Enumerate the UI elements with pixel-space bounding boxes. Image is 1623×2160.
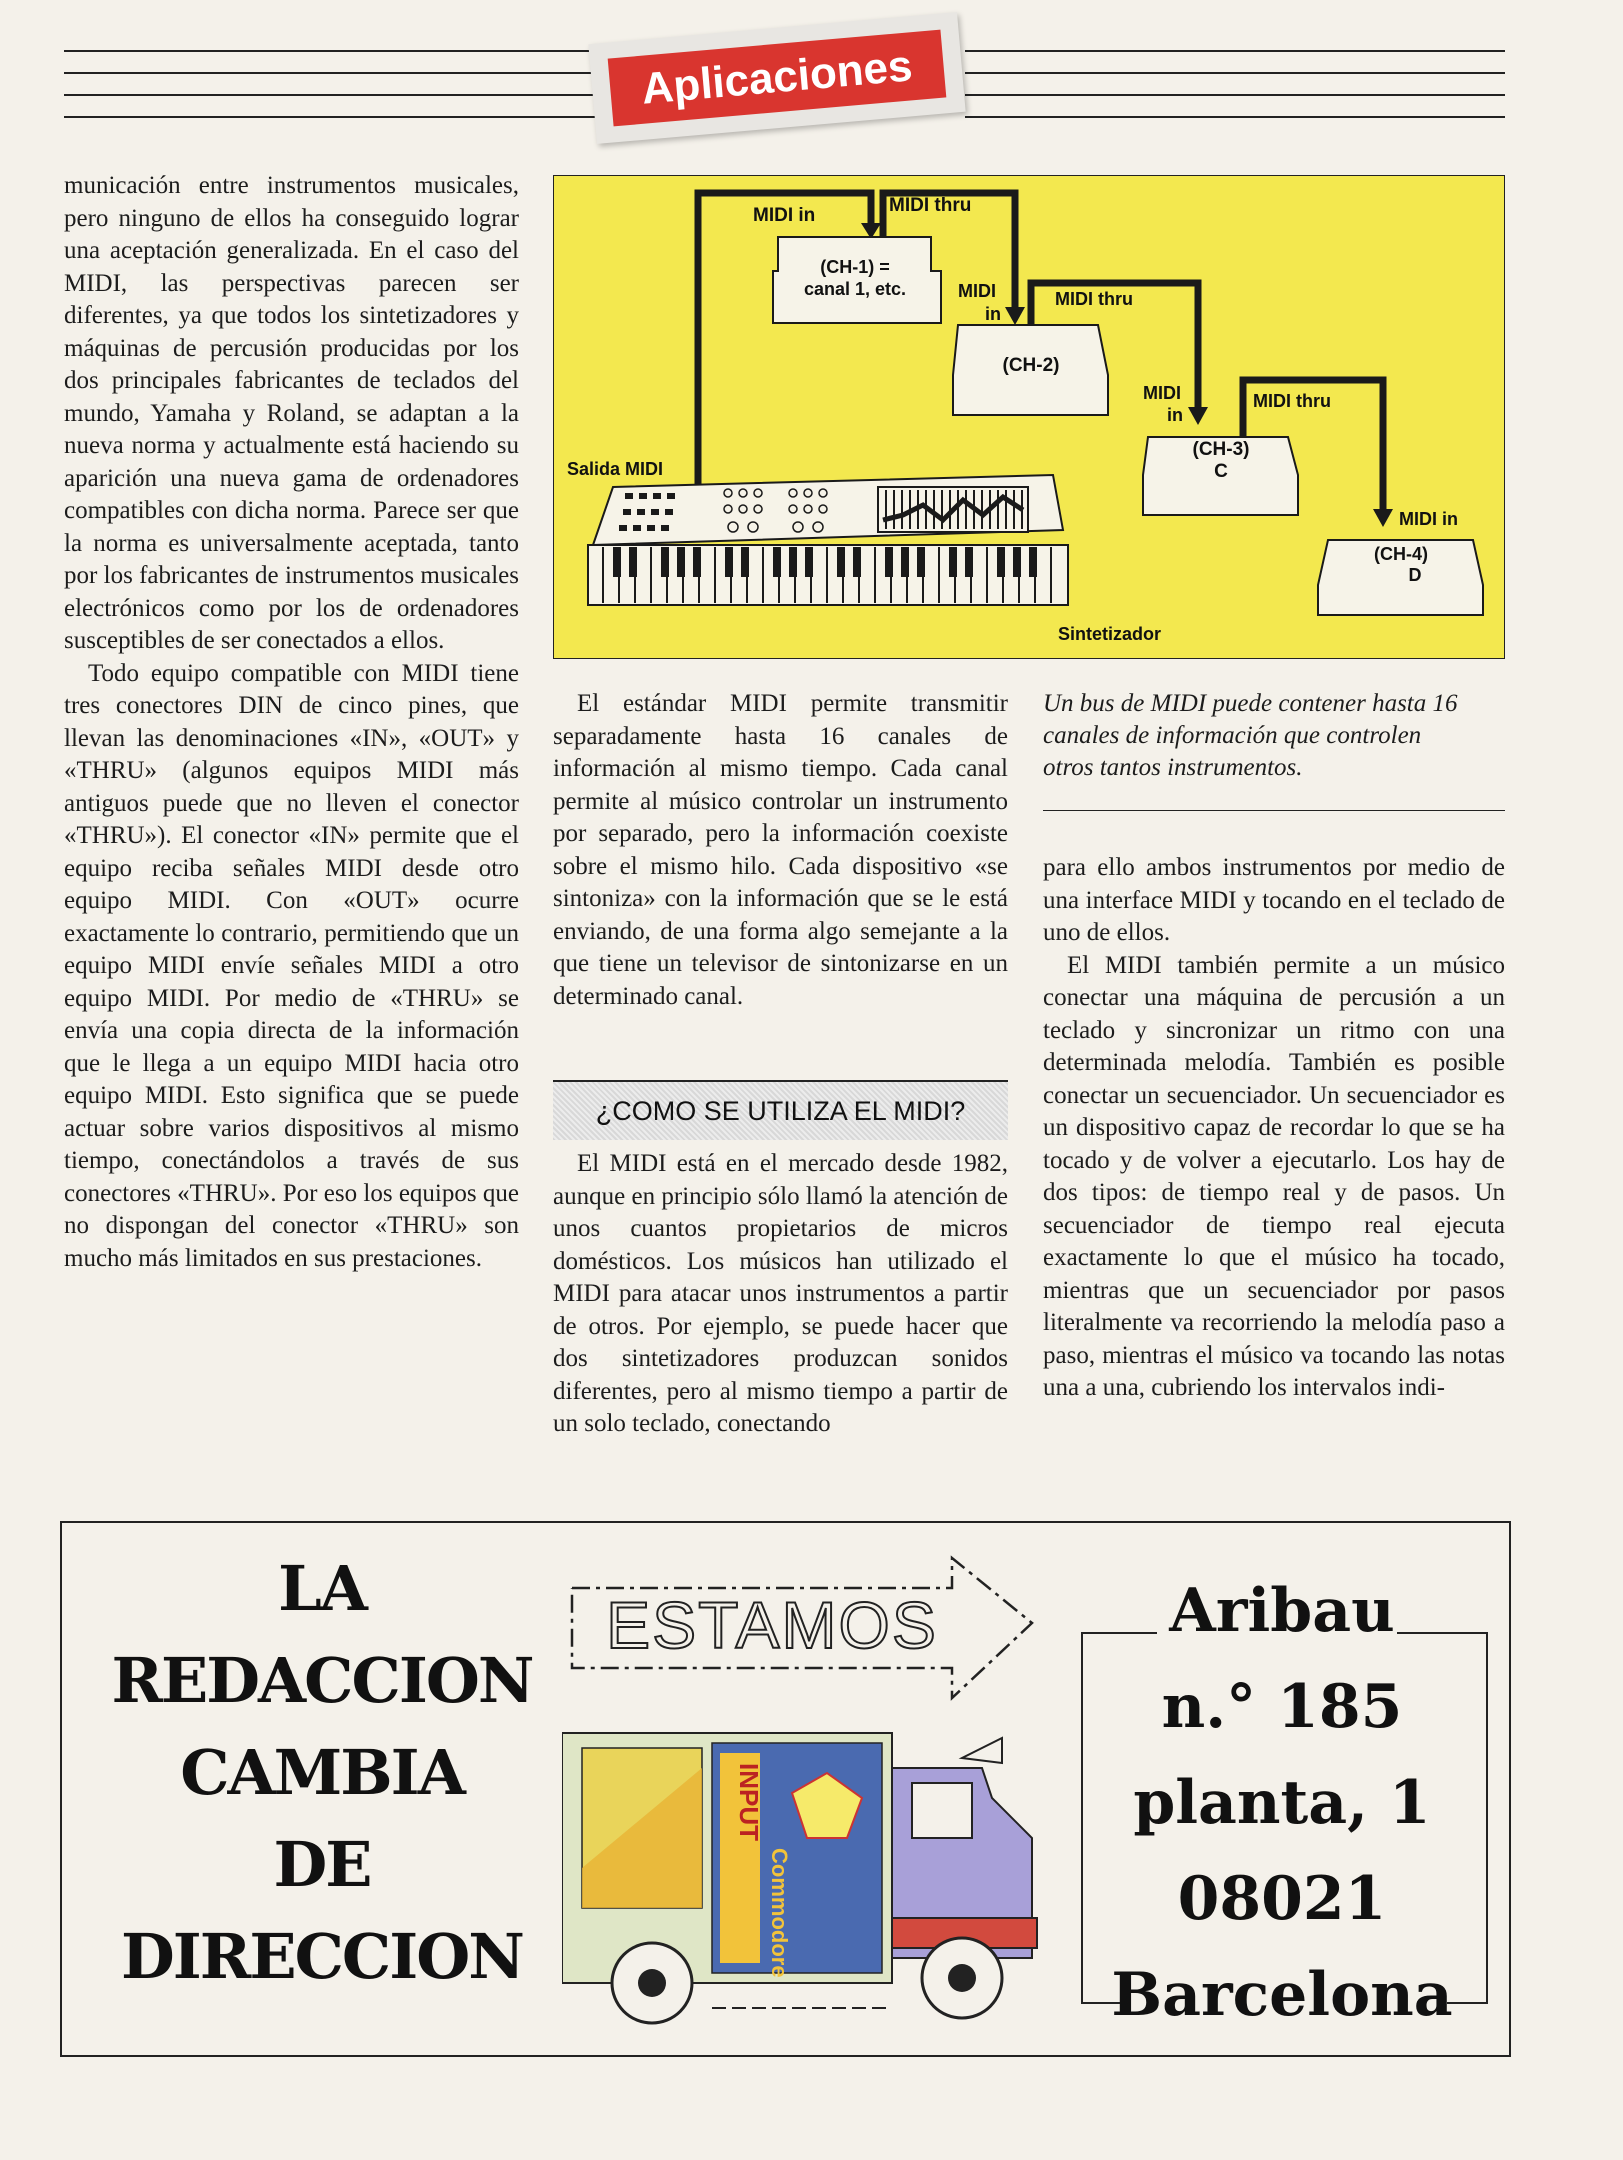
truck-illustration	[562, 1733, 1037, 2023]
label-box-1-line1: (CH-1) =	[820, 257, 890, 277]
label-box-3-line2: C	[1214, 461, 1228, 482]
left-column	[64, 170, 519, 1275]
label-midi-in-3b: in	[1167, 405, 1183, 425]
ad-headline-line: CAMBIA	[180, 1736, 464, 1809]
left-paragraph-1: municación entre instrumentos musicales, pero ninguno de ellos ha conseguido lograr una aceptación generalizada. En el caso del MIDI, las perspectivas parecen ser diferentes, ya que todos los sintetizadores y máquinas de percusión producidas por los dos principales fabricantes de teclados del mundo, Yamaha y Roland, se adaptan a la nueva norma y actualmente está haciendo su aparición una nueva gama de ordenadores compatibles con dicha norma. Parece ser que la norma es universalmente aceptada, tanto por los fabricantes de instrumentos musicales electrónicos como por los de ordenadores susceptibles de ser conectados a ellos.	[64, 172, 519, 654]
label-box-4-line2: D	[1408, 565, 1422, 585]
label-salida-midi: Salida MIDI	[567, 459, 664, 479]
header-rule-right-1	[965, 50, 1505, 52]
header-rule-left-2	[64, 72, 609, 74]
section-tag-label: Aplicaciones	[608, 30, 947, 127]
ad-headline-line: DE	[273, 1828, 371, 1901]
ad-illustration	[562, 1538, 1082, 2038]
left-paragraph-2: Todo equipo compatible con MIDI tiene tres conectores DIN de cinco pines, que llevan las denominaciones «IN», «OUT» y «THRU» (algunos equipos MIDI más antiguos puede que no lleven el conector «THRU»). El conector «IN» permite que el equipo reciba señales MIDI desde otro equipo MIDI. Con «OUT» ocurre exactamente lo contrario, permitiendo que un equipo MIDI envíe señales MIDI a otro equipo MIDI. Por medio de «THRU» se envía una copia directa de la información que le llega a un equipo MIDI hacia otro equipo MIDI. Esto significa que se puede actuar sobre varios dispositivos al mismo tiempo, conectándolos a través de sus conectores «THRU». Por eso los equipos que no dispongan del conector «THRU» son mucho más limitados en sus prestaciones.	[64, 659, 519, 1272]
label-midi-in-2b: in	[985, 304, 1001, 324]
header-rule-left-3	[64, 94, 609, 96]
label-box-1-line2: canal 1, etc.	[803, 279, 907, 299]
new-address	[1092, 1563, 1472, 2043]
label-midi-in-1: MIDI in	[753, 205, 816, 226]
label-midi-in-4: MIDI in	[1399, 509, 1458, 529]
label-midi-in-2a: MIDI	[958, 281, 996, 301]
middle-paragraph-1: El estándar MIDI permite transmitir separadamente hasta 16 canales de información al mismo tiempo. Cada canal permite al músico controlar un instrumento por separado, pero la información coexiste sobre el mismo hilo. Cada dispositivo «se sintoniza» con la información que se le está enviando, de una forma algo semejante a la que tiene un televisor de sintonizarse en un determinado canal.	[553, 690, 1008, 1010]
middle-column-top	[553, 688, 1008, 1013]
ad-headline-line: LA	[278, 1552, 366, 1625]
address-line: n.° 185	[1161, 1672, 1403, 1742]
header-rule-left-4	[64, 116, 609, 118]
ad-headline-line: REDACCION	[111, 1644, 533, 1717]
header-rule-right-4	[965, 116, 1505, 118]
address-line: Aribau	[1169, 1576, 1395, 1646]
label-midi-thru-1: MIDI thru	[889, 195, 972, 216]
label-box-2: (CH-2)	[1002, 355, 1060, 376]
address-line: Barcelona	[1111, 1960, 1453, 2030]
caption-rule	[1043, 810, 1505, 811]
label-midi-in-3a: MIDI	[1143, 383, 1181, 403]
right-column	[1043, 852, 1505, 1405]
label-sintetizador: Sintetizador	[1058, 624, 1162, 644]
address-line: 08021	[1177, 1864, 1387, 1934]
header-rule-right-3	[965, 94, 1505, 96]
middle-paragraph-2: El MIDI está en el mercado desde 1982, aunque en principio sólo llamó la atención de unos cuantos propietarios de micros domésticos. Los músicos han utilizado el MIDI para atacar unos instrumentos a partir de otros. Por ejemplo, se puede hacer que dos sintetizadores produzcan sonidos diferentes, pero al mismo tiempo a partir de un solo teclado, conectando	[553, 1150, 1008, 1437]
right-paragraph-1: para ello ambos instrumentos por medio de una interface MIDI y tocando en el teclado de uno de ellos.	[1043, 854, 1505, 946]
arrow-text: ESTAMOS	[606, 1588, 938, 1662]
header-rule-right-2	[965, 72, 1505, 74]
midi-chain-diagram	[553, 175, 1505, 659]
truck-cover-title: INPUT	[734, 1763, 764, 1841]
ad-headline	[92, 1543, 552, 2003]
label-box-4-line1: (CH-4)	[1374, 544, 1428, 564]
right-paragraph-2: El MIDI también permite a un músico conectar una máquina de percusión a un teclado y sincronizar un ritmo con una determinada melodía. También es posible conectar un secuenciador. Un secuenciador es un dispositivo capaz de recordar lo que se ha tocado y de volver a ejecutarlo. Los hay de dos tipos: de tiempo real y de pasos. Un secuenciador de tiempo real ejecuta exactamente lo que el músico ha tocado, mientras que un secuenciador por pasos literalmente va recorriendo la melodía paso a paso, mientras el músico va tocando las notas una a una, cubriendo los intervalos indi-	[1043, 951, 1505, 1401]
section-tag	[588, 12, 965, 144]
label-box-3-line1: (CH-3)	[1192, 439, 1250, 460]
diagram-caption: Un bus de MIDI puede contener hasta 16 canales de información que controlen otros tantos instrumentos.	[1043, 690, 1458, 781]
subheading-como-se-utiliza: ¿COMO SE UTILIZA EL MIDI?	[553, 1080, 1008, 1140]
label-midi-thru-3: MIDI thru	[1253, 391, 1331, 411]
header-rule-left-1	[64, 50, 609, 52]
ad-headline-line: DIRECCION	[121, 1920, 523, 1993]
middle-column-bottom	[553, 1148, 1008, 1441]
truck-cover-subtitle: Commodore	[767, 1848, 792, 1978]
label-midi-thru-2: MIDI thru	[1055, 289, 1133, 309]
address-change-ad	[60, 1521, 1511, 2057]
address-line: planta, 1	[1133, 1768, 1431, 1838]
